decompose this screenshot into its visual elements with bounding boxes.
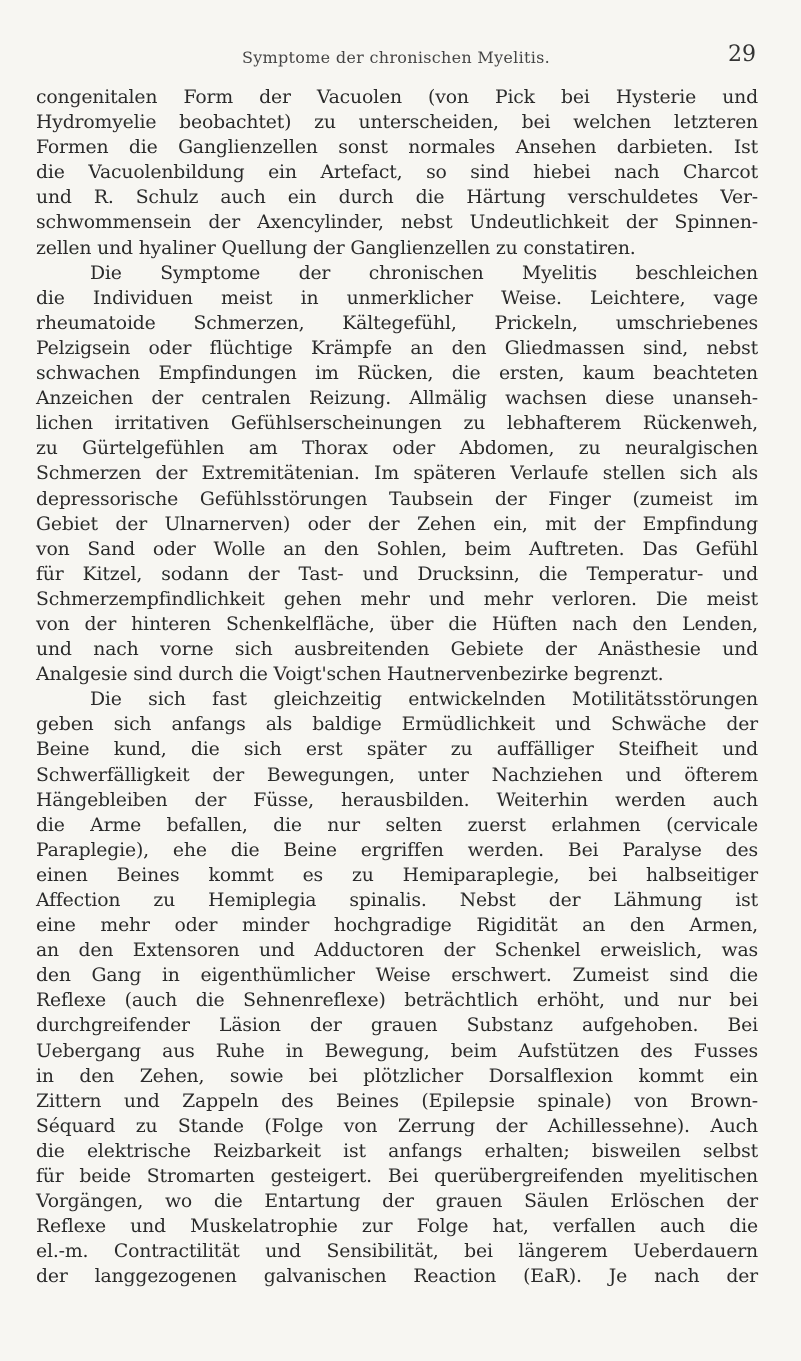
text-line: von Sand oder Wolle an den Sohlen, beim Auftreten. Das Gefühl: [36, 538, 758, 560]
text-line: el.-m. Contractilität und Sensibilität, bei längerem Ueberdauern: [36, 1241, 758, 1263]
text-line: durchgreifender Läsion der grauen Substanz aufgehoben. Bei: [36, 1015, 758, 1037]
text-line: der langgezogenen galvanischen Reaction (EaR). Je nach der: [36, 1266, 758, 1288]
text-line: Reflexe (auch die Sehnenreflexe) beträchtlich erhöht, und nur bei: [36, 990, 758, 1012]
text-line: die Individuen meist in unmerklicher Weise. Leichtere, vage: [36, 287, 758, 309]
text-line: schwachen Empfindungen im Rücken, die ersten, kaum beachteten: [36, 363, 758, 385]
text-line: den Gang in eigenthümlicher Weise erschwert. Zumeist sind die: [36, 965, 758, 987]
page-number: 29: [728, 42, 756, 67]
text-line: Beine kund, die sich erst später zu auffälliger Steifheit und: [36, 739, 758, 761]
text-line: Schmerzen der Extremitätenian. Im späteren Verlaufe stellen sich als: [36, 463, 758, 485]
page-header: [36, 40, 756, 70]
text-line: Uebergang aus Ruhe in Bewegung, beim Aufstützen des Fusses: [36, 1040, 758, 1062]
text-line: geben sich anfangs als baldige Ermüdlichkeit und Schwäche der: [36, 714, 758, 736]
text-line: Séquard zu Stande (Folge von Zerrung der Achillessehne). Auch: [36, 1115, 758, 1137]
text-line: lichen irritativen Gefühlserscheinungen zu lebhafterem Rückenweh,: [36, 413, 758, 435]
text-line: Schmerzempfindlichkeit gehen mehr und mehr verloren. Die meist: [36, 588, 758, 610]
text-line: zu Gürtelgefühlen am Thorax oder Abdomen, zu neuralgischen: [36, 438, 758, 460]
text-line: Die Symptome der chronischen Myelitis beschleichen: [90, 262, 758, 284]
text-line: und R. Schulz auch ein durch die Härtung verschuldetes Ver-: [36, 187, 758, 209]
text-line: Reflexe und Muskelatrophie zur Folge hat, verfallen auch die: [36, 1216, 758, 1238]
text-line: Hydromyelie beobachtet) zu unterscheiden, bei welchen letzteren: [36, 112, 758, 134]
text-line: depressorische Gefühlsstörungen Taubsein der Finger (zumeist im: [36, 488, 758, 510]
text-line: Formen die Ganglienzellen sonst normales Ansehen darbieten. Ist: [36, 137, 758, 159]
text-line: zellen und hyaliner Quellung der Ganglienzellen zu constatiren.: [36, 237, 636, 259]
text-line: für beide Stromarten gesteigert. Bei querübergreifenden myelitischen: [36, 1166, 758, 1188]
text-line: congenitalen Form der Vacuolen (von Pick bei Hysterie und: [36, 87, 758, 108]
text-line: schwommensein der Axencylinder, nebst Undeutlichkeit der Spinnen-: [36, 212, 758, 234]
running-title: Symptome der chronischen Myelitis.: [241, 48, 551, 67]
text-line: Die sich fast gleichzeitig entwickelnden Motilitätsstörungen: [90, 689, 758, 711]
text-line: für Kitzel, sodann der Tast- und Drucksinn, die Temperatur- und: [36, 563, 758, 585]
text-line: die Arme befallen, die nur selten zuerst erlahmen (cervicale: [36, 814, 758, 836]
text-line: an den Extensoren und Adductoren der Schenkel erweislich, was: [36, 940, 758, 962]
text-line: Hängebleiben der Füsse, herausbilden. Weiterhin werden auch: [36, 789, 758, 811]
text-line: Schwerfälligkeit der Bewegungen, unter Nachziehen und öfterem: [36, 764, 758, 786]
text-line: die elektrische Reizbarkeit ist anfangs erhalten; bisweilen selbst: [36, 1140, 758, 1162]
text-line: rheumatoide Schmerzen, Kältegefühl, Prickeln, umschriebenes: [36, 312, 758, 334]
text-line: in den Zehen, sowie bei plötzlicher Dorsalflexion kommt ein: [36, 1065, 758, 1087]
text-line: und nach vorne sich ausbreitenden Gebiete der Anästhesie und: [36, 639, 758, 661]
text-line: die Vacuolenbildung ein Artefact, so sind hiebei nach Charcot: [36, 162, 758, 184]
body-text: [36, 85, 758, 1290]
text-line: Paraplegie), ehe die Beine ergriffen werden. Bei Paralyse des: [36, 839, 758, 861]
text-line: Gebiet der Ulnarnerven) oder der Zehen ein, mit der Empfindung: [36, 513, 758, 535]
text-line: eine mehr oder minder hochgradige Rigidität an den Armen,: [36, 915, 758, 937]
text-line: Analgesie sind durch die Voigt'schen Hautnervenbezirke begrenzt.: [36, 664, 664, 686]
text-line: Vorgängen, wo die Entartung der grauen Säulen Erlöschen der: [36, 1191, 758, 1213]
text-line: Pelzigsein oder flüchtige Krämpfe an den Gliedmassen sind, nebst: [36, 337, 758, 359]
text-line: Affection zu Hemiplegia spinalis. Nebst der Lähmung ist: [36, 890, 758, 911]
text-line: von der hinteren Schenkelfläche, über die Hüften nach den Lenden,: [36, 613, 758, 635]
text-line: Anzeichen der centralen Reizung. Allmälig wachsen diese unanseh-: [36, 388, 758, 410]
text-line: einen Beines kommt es zu Hemiparaplegie, bei halbseitiger: [36, 864, 758, 886]
text-line: Zittern und Zappeln des Beines (Epilepsie spinale) von Brown-: [36, 1090, 758, 1112]
